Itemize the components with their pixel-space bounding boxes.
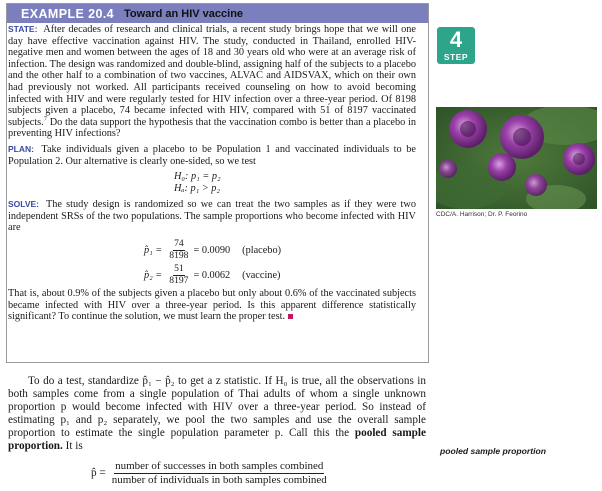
p2-symbol: p̂₂ =	[144, 269, 163, 281]
step-label: STEP	[443, 52, 469, 62]
photo-credit: CDC/A. Harrison; Dr. P. Feorino	[436, 211, 528, 218]
formula-fraction	[112, 460, 327, 486]
p1-value: = 0.0090	[193, 244, 231, 256]
step-number: 4	[449, 27, 463, 52]
example-body	[8, 24, 416, 327]
p1-denominator: 8198	[169, 249, 189, 261]
p2-numerator: 51	[174, 263, 184, 275]
p2-value: = 0.0062	[193, 269, 231, 281]
p1-numerator: 74	[174, 238, 184, 250]
hypotheses	[174, 171, 416, 195]
pooled-proportion-formula	[91, 460, 330, 486]
p2-denominator: 8197	[169, 274, 189, 286]
p1-equation	[144, 238, 416, 263]
p1-fraction	[169, 239, 188, 261]
end-of-example-icon	[288, 314, 293, 319]
micrograph-svg	[436, 107, 597, 209]
state-tag: STATE:	[8, 24, 38, 34]
example-header	[7, 4, 428, 23]
p2-equation	[144, 263, 416, 288]
state-paragraph	[8, 24, 416, 140]
solve-paragraph	[8, 199, 416, 234]
footnote-marker: 7	[43, 115, 47, 123]
solve-conclusion	[8, 288, 416, 323]
state-question: Do the data support the hypothesis that the vaccination combo is better than a placebo in preventing HIV infections?	[8, 116, 416, 140]
paragraph-start: To do a test, standardize p̂₁ − p̂₂ to get a z statistic. If H₀ is true, all the observations in both samples come from a single population of Thai adults of whom a single unknown proportion p would become infected with HIV over a three-year period. So instead of estimating p₁ and p₂ separately, we pool the two samples and use the overall sample proportion to estimate the single population parameter p. Call this the	[8, 375, 426, 440]
main-paragraph	[8, 375, 426, 454]
plan-text: Take individuals given a placebo to be Population 1 and vaccinated individuals to be Population 2. Our alternative is clearly one-sided, so we test	[8, 143, 416, 167]
alternative-hypothesis: Hₐ: p₁ > p₂	[174, 183, 221, 195]
null-hypothesis: H₀: p₁ = p₂	[174, 171, 221, 183]
formula-numerator: number of successes in both samples combined	[115, 460, 324, 472]
p1-note: (placebo)	[242, 244, 282, 256]
solve-tag: SOLVE:	[8, 199, 40, 210]
p2-note: (vaccine)	[242, 269, 281, 281]
paragraph-end: It is	[62, 440, 83, 453]
p1-symbol: p̂₁ =	[144, 244, 163, 256]
margin-note: pooled sample proportion	[440, 446, 546, 456]
example-number: EXAMPLE 20.4	[21, 6, 115, 21]
plan-paragraph	[8, 144, 416, 167]
formula-lhs: p̂ =	[91, 467, 106, 479]
p2-fraction	[169, 264, 188, 286]
formula-denominator: number of individuals in both samples combined	[111, 473, 327, 486]
hiv-micrograph-image	[436, 107, 597, 209]
solve-text: The study design is randomized so we can treat the two samples as if they were two independent SRSs of the two populations. The sample proportions who become infected with HIV are	[8, 199, 416, 234]
conclusion-text: That is, about 0.9% of the subjects given a placebo but only about 0.6% of the vaccinated subjects became infected with HIV over a three-year period. Is this apparent difference statistically significant? To continue the solution, we must learn the proper test.	[8, 287, 416, 323]
state-text: After decades of research and clinical trials, a recent study brings hope that we will one day have effective vaccination against HIV. The study, conducted in Thailand, enrolled HIV-negative men and women between the ages of 18 and 30 years old who were at an average risk of infection. The design was randomized and double-blind, assigning half of the subjects to a placebo and the other half to a combination of two vaccines, ALVAC and AIDSVAX, which on their own had previously not worked. All participants received counseling on how to avoid becoming infected with HIV and were regularly tested for HIV infection over a three-year period. Of 8198 subjects given a placebo, 74 became infected with HIV, compared with 51 of 8197 vaccinated subjects.	[8, 24, 416, 128]
pooled-term: pooled sample proportion.	[8, 427, 426, 453]
plan-tag: PLAN:	[8, 143, 34, 154]
step-badge	[437, 27, 475, 64]
example-title: Toward an HIV vaccine	[124, 7, 244, 20]
